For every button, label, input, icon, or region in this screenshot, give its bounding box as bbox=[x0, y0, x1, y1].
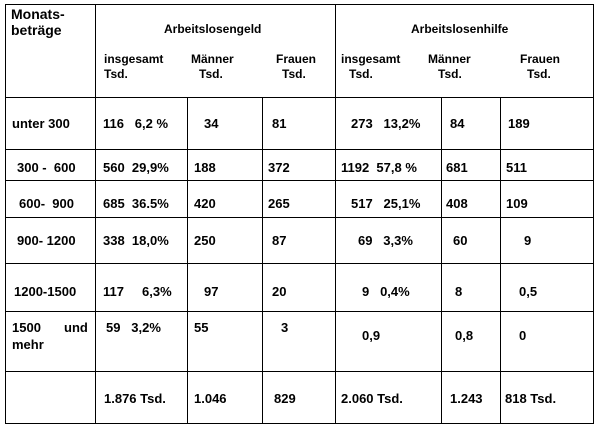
group-divider bbox=[335, 4, 336, 424]
cell-alh-total: 1192 57,8 % bbox=[341, 160, 417, 175]
cell-alh-total: 69 3,3% bbox=[358, 233, 413, 248]
cell-alh-women: 0 bbox=[519, 328, 527, 343]
row-divider bbox=[5, 180, 594, 181]
subheader-alg-women: Frauen bbox=[276, 52, 317, 66]
total-alg-total: 1.876 Tsd. bbox=[104, 391, 166, 406]
corner-header-line-1: Monats- bbox=[11, 6, 65, 22]
table-border-right bbox=[593, 4, 594, 424]
cell-alh-men: 408 bbox=[446, 196, 468, 211]
subheader-alh-women-unit: Tsd. bbox=[527, 67, 551, 81]
subheader-alg-men-unit: Tsd. bbox=[199, 67, 223, 81]
row-label: und bbox=[64, 320, 88, 335]
group-header-arbeitslosenhilfe: Arbeitslosenhilfe bbox=[411, 22, 509, 36]
subheader-alh-men: Männer bbox=[428, 52, 471, 66]
row-divider bbox=[5, 217, 594, 218]
table-border-bottom bbox=[5, 423, 594, 424]
cell-alg-women: 87 bbox=[272, 233, 287, 248]
subheader-alh-men-unit: Tsd. bbox=[438, 67, 462, 81]
col-divider bbox=[500, 97, 501, 424]
subheader-alg-total: insgesamt bbox=[104, 52, 164, 66]
cell-alg-men: 34 bbox=[204, 116, 219, 131]
table-border-top bbox=[5, 4, 594, 5]
totals-divider bbox=[5, 371, 594, 372]
row-divider bbox=[5, 311, 594, 312]
cell-alh-total: 273 13,2% bbox=[351, 116, 421, 131]
subheader-alh-total-unit: Tsd. bbox=[349, 67, 373, 81]
subheader-alg-men: Männer bbox=[191, 52, 234, 66]
cell-alg-total: 338 18,0% bbox=[103, 233, 169, 248]
cell-alh-men: 84 bbox=[450, 116, 465, 131]
row-label: 1200-1500 bbox=[14, 284, 77, 299]
col-divider bbox=[187, 97, 188, 424]
cell-alh-men: 8 bbox=[455, 284, 463, 299]
cell-alg-women: 372 bbox=[268, 160, 290, 175]
col-divider bbox=[95, 4, 96, 424]
cell-alh-men: 0,8 bbox=[455, 328, 474, 343]
cell-alh-men: 681 bbox=[446, 160, 468, 175]
row-label: mehr bbox=[12, 337, 44, 352]
subheader-alh-women: Frauen bbox=[520, 52, 561, 66]
col-divider bbox=[262, 97, 263, 424]
cell-alg-men: 97 bbox=[204, 284, 219, 299]
cell-alh-women: 9 bbox=[524, 233, 532, 248]
cell-alh-total: 0,9 bbox=[362, 328, 381, 343]
cell-alh-women: 511 bbox=[506, 160, 527, 175]
cell-alg-men: 420 bbox=[194, 196, 216, 211]
cell-alg-total: 117 6,3% bbox=[103, 284, 172, 299]
total-alh-total: 2.060 Tsd. bbox=[341, 391, 403, 406]
total-alg-men: 1.046 bbox=[194, 391, 227, 406]
row-label: 600- 900 bbox=[19, 196, 74, 211]
cell-alg-total: 116 6,2 % bbox=[103, 116, 169, 131]
cell-alh-women: 189 bbox=[508, 116, 530, 131]
table-border-left bbox=[5, 4, 6, 424]
subheader-alg-total-unit: Tsd. bbox=[104, 67, 128, 81]
subheader-alg-women-unit: Tsd. bbox=[282, 67, 306, 81]
total-alg-women: 829 bbox=[274, 391, 296, 406]
row-label: 300 - 600 bbox=[17, 160, 76, 175]
col-divider bbox=[441, 97, 442, 424]
cell-alg-women: 3 bbox=[281, 320, 289, 335]
cell-alg-men: 188 bbox=[194, 160, 216, 175]
cell-alg-total: 560 29,9% bbox=[103, 160, 169, 175]
row-label: unter 300 bbox=[12, 116, 70, 131]
cell-alg-women: 265 bbox=[268, 196, 290, 211]
cell-alh-men: 60 bbox=[453, 233, 468, 248]
header-divider bbox=[5, 97, 594, 98]
corner-header-line-2: beträge bbox=[11, 22, 62, 38]
cell-alg-total: 59 3,2% bbox=[106, 320, 161, 335]
group-header-arbeitslosengeld: Arbeitslosengeld bbox=[164, 22, 262, 36]
cell-alh-women: 0,5 bbox=[519, 284, 538, 299]
total-alh-men: 1.243 bbox=[450, 391, 483, 406]
cell-alg-women: 81 bbox=[272, 116, 287, 131]
row-label: 1500 bbox=[12, 320, 41, 335]
total-alh-women: 818 Tsd. bbox=[505, 391, 557, 406]
row-label: 900- 1200 bbox=[17, 233, 76, 248]
cell-alh-total: 9 0,4% bbox=[362, 284, 410, 299]
cell-alh-women: 109 bbox=[506, 196, 528, 211]
cell-alg-men: 55 bbox=[194, 320, 209, 335]
cell-alh-total: 517 25,1% bbox=[351, 196, 421, 211]
cell-alg-men: 250 bbox=[194, 233, 216, 248]
row-divider bbox=[5, 149, 594, 150]
cell-alg-total: 685 36.5% bbox=[103, 196, 169, 211]
subheader-alh-total: insgesamt bbox=[341, 52, 401, 66]
row-divider bbox=[5, 263, 594, 264]
cell-alg-women: 20 bbox=[272, 284, 287, 299]
